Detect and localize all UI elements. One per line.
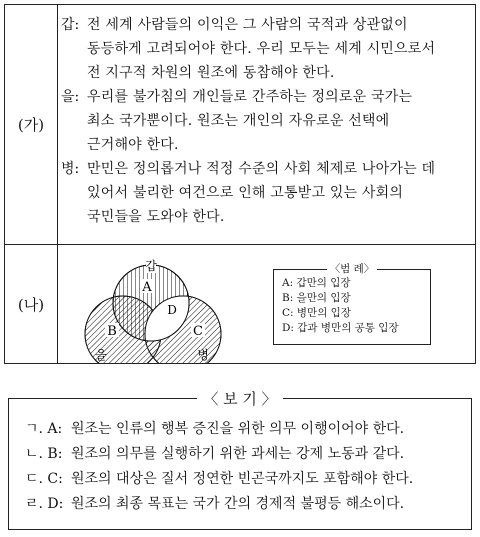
venn-diagram bbox=[63, 245, 233, 363]
speaker-label: 을: bbox=[61, 89, 80, 105]
section-label-na: (나) bbox=[5, 245, 58, 363]
label-eul: 을 bbox=[95, 348, 107, 362]
option-digeut bbox=[25, 467, 461, 492]
statement-line: 국민들을 도와야 한다. bbox=[87, 209, 225, 225]
section-na bbox=[5, 245, 475, 363]
statement-line: 동등하게 고려되어야 한다. 우리 모두는 세계 시민으로서 bbox=[87, 41, 436, 57]
passage bbox=[61, 13, 467, 229]
bogi-title: 〈 보 기 〉 bbox=[197, 390, 282, 408]
option-text: 원조의 의무를 실행하기 위한 과세는 강제 노동과 같다. bbox=[71, 446, 405, 462]
option-nieun bbox=[25, 442, 461, 467]
option-key: ㄹ. D: bbox=[25, 496, 64, 512]
option-text: 원조의 최종 목표는 국가 간의 경제적 불평등 해소이다. bbox=[71, 496, 405, 512]
statement-line: 전 세계 사람들의 이익은 그 사람의 국적과 상관없이 bbox=[87, 17, 408, 33]
region-b-label: B bbox=[107, 324, 117, 339]
statement-line: 있어서 불리한 여건으로 인해 고통받고 있는 사회의 bbox=[87, 185, 404, 201]
label-gap: 갑 bbox=[145, 259, 157, 273]
option-key: ㄱ. A: bbox=[25, 421, 63, 437]
section-ga bbox=[5, 5, 475, 245]
section-label-ga: (가) bbox=[5, 5, 58, 244]
option-key: ㄴ. B: bbox=[25, 446, 63, 462]
region-d-label: D bbox=[167, 303, 177, 317]
option-text: 원조의 대상은 질서 정연한 빈곤국까지도 포함해야 한다. bbox=[71, 471, 414, 487]
legend-box bbox=[273, 263, 431, 345]
region-a-label: A bbox=[142, 280, 152, 295]
statement-eul bbox=[61, 85, 467, 157]
option-key: ㄷ. C: bbox=[25, 471, 63, 487]
statement-line: 전 지구적 차원의 원조에 동참해야 한다. bbox=[87, 65, 335, 81]
speaker-label: 갑: bbox=[61, 17, 80, 33]
question-frame bbox=[4, 4, 476, 364]
option-rieul bbox=[25, 492, 461, 517]
statement-byeong bbox=[61, 157, 467, 229]
statement-gap bbox=[61, 13, 467, 85]
legend-item: D: 갑과 병만의 공통 입장 bbox=[282, 322, 399, 334]
statement-line: 근거해야 한다. bbox=[87, 137, 179, 153]
legend-item: C: 병만의 입장 bbox=[282, 307, 351, 319]
label-byeong: 병 bbox=[197, 348, 209, 362]
bogi-box bbox=[8, 398, 472, 530]
option-giyeok bbox=[25, 417, 461, 442]
option-text: 원조는 인류의 행복 증진을 위한 의무 이행이어야 한다. bbox=[71, 421, 405, 437]
legend-item: A: 갑만의 입장 bbox=[282, 277, 351, 289]
legend-item: B: 을만의 입장 bbox=[282, 292, 351, 304]
statement-line: 만민은 정의롭거나 적정 수준의 사회 체제로 나아가는 데 bbox=[87, 161, 436, 177]
region-c-label: C bbox=[193, 324, 203, 339]
statement-line: 최소 국가뿐이다. 원조는 개인의 자유로운 선택에 bbox=[87, 113, 390, 129]
legend-title: 〈범 례〉 bbox=[327, 263, 378, 275]
statement-line: 우리를 불가침의 개인들로 간주하는 정의로운 국가는 bbox=[87, 89, 413, 105]
speaker-label: 병: bbox=[61, 161, 80, 177]
